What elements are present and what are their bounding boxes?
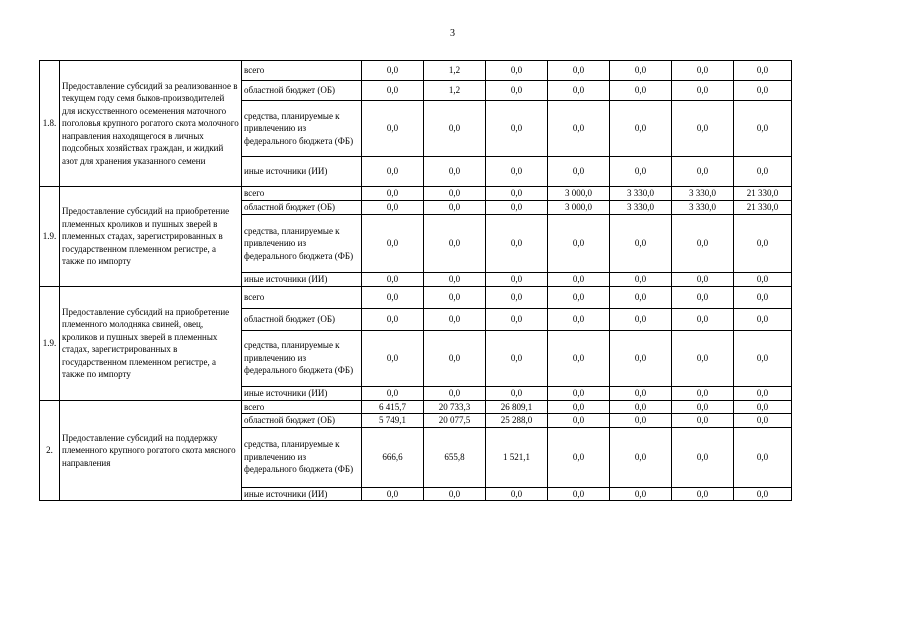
amount-cell: 0,0 xyxy=(486,81,548,101)
funding-source-label: средства, планируемые к привлечению из федерального бюджета (ФБ) xyxy=(242,427,362,487)
amount-cell: 0,0 xyxy=(362,286,424,308)
amount-cell: 0,0 xyxy=(424,386,486,400)
amount-cell: 0,0 xyxy=(610,273,672,287)
amount-cell: 0,0 xyxy=(362,386,424,400)
amount-cell: 0,0 xyxy=(424,308,486,330)
amount-cell: 0,0 xyxy=(548,330,610,386)
item-number: 1.8. xyxy=(40,61,60,187)
amount-cell: 3 000,0 xyxy=(548,201,610,215)
amount-cell: 0,0 xyxy=(734,273,792,287)
funding-source-label: областной бюджет (ОБ) xyxy=(242,201,362,215)
amount-cell: 0,0 xyxy=(610,330,672,386)
amount-cell: 0,0 xyxy=(548,101,610,157)
funding-source-label: иные источники (ИИ) xyxy=(242,273,362,287)
funding-source-label: областной бюджет (ОБ) xyxy=(242,81,362,101)
amount-cell: 0,0 xyxy=(362,201,424,215)
amount-cell: 666,6 xyxy=(362,427,424,487)
funding-source-label: средства, планируемые к привлечению из федерального бюджета (ФБ) xyxy=(242,215,362,273)
amount-cell: 0,0 xyxy=(548,273,610,287)
amount-cell: 0,0 xyxy=(610,61,672,81)
amount-cell: 3 000,0 xyxy=(548,187,610,201)
funding-table xyxy=(39,60,792,501)
funding-source-label: средства, планируемые к привлечению из федерального бюджета (ФБ) xyxy=(242,330,362,386)
amount-cell: 0,0 xyxy=(610,414,672,428)
amount-cell: 0,0 xyxy=(548,157,610,187)
funding-source-label: всего xyxy=(242,286,362,308)
amount-cell: 0,0 xyxy=(486,386,548,400)
amount-cell: 0,0 xyxy=(610,427,672,487)
amount-cell: 0,0 xyxy=(610,157,672,187)
amount-cell: 20 733,3 xyxy=(424,400,486,414)
amount-cell: 3 330,0 xyxy=(672,201,734,215)
amount-cell: 0,0 xyxy=(672,157,734,187)
page-number: 3 xyxy=(450,28,455,39)
amount-cell: 1,2 xyxy=(424,81,486,101)
amount-cell: 0,0 xyxy=(672,101,734,157)
amount-cell: 0,0 xyxy=(548,386,610,400)
amount-cell: 655,8 xyxy=(424,427,486,487)
table-row xyxy=(40,61,792,81)
item-description: Предоставление субсидий на приобретение племенного молодняка свиней, овец, кроликов и пушных зверей в племенных стадах, зарегистрированных в государственном племенном регистре, а также по импорту xyxy=(60,286,242,400)
amount-cell: 0,0 xyxy=(486,330,548,386)
funding-source-label: всего xyxy=(242,187,362,201)
amount-cell: 0,0 xyxy=(362,273,424,287)
amount-cell: 0,0 xyxy=(548,308,610,330)
amount-cell: 0,0 xyxy=(362,487,424,501)
amount-cell: 0,0 xyxy=(734,215,792,273)
amount-cell: 0,0 xyxy=(424,330,486,386)
amount-cell: 0,0 xyxy=(362,330,424,386)
funding-source-label: областной бюджет (ОБ) xyxy=(242,308,362,330)
amount-cell: 21 330,0 xyxy=(734,187,792,201)
amount-cell: 0,0 xyxy=(734,427,792,487)
amount-cell: 0,0 xyxy=(610,386,672,400)
amount-cell: 6 415,7 xyxy=(362,400,424,414)
amount-cell: 0,0 xyxy=(486,157,548,187)
amount-cell: 1 521,1 xyxy=(486,427,548,487)
amount-cell: 0,0 xyxy=(362,308,424,330)
amount-cell: 0,0 xyxy=(734,487,792,501)
amount-cell: 0,0 xyxy=(610,308,672,330)
amount-cell: 0,0 xyxy=(734,101,792,157)
amount-cell: 0,0 xyxy=(362,81,424,101)
amount-cell: 0,0 xyxy=(672,427,734,487)
amount-cell: 0,0 xyxy=(734,330,792,386)
amount-cell: 0,0 xyxy=(734,414,792,428)
table-row xyxy=(40,400,792,414)
funding-source-label: иные источники (ИИ) xyxy=(242,157,362,187)
amount-cell: 0,0 xyxy=(424,101,486,157)
amount-cell: 0,0 xyxy=(486,101,548,157)
amount-cell: 0,0 xyxy=(672,81,734,101)
funding-source-label: иные источники (ИИ) xyxy=(242,386,362,400)
funding-source-label: иные источники (ИИ) xyxy=(242,487,362,501)
item-description: Предоставление субсидий за реализованное в текущем году семя быков-производителей для искусственного осеменения маточного поголовья крупного рогатого скота молочного направления находящегося в личных подсобных хозяйствах граждан, и жидкий азот для хранения указанного семени xyxy=(60,61,242,187)
amount-cell: 0,0 xyxy=(610,487,672,501)
amount-cell: 0,0 xyxy=(548,215,610,273)
amount-cell: 0,0 xyxy=(734,308,792,330)
amount-cell: 0,0 xyxy=(424,215,486,273)
amount-cell: 5 749,1 xyxy=(362,414,424,428)
amount-cell: 0,0 xyxy=(362,61,424,81)
amount-cell: 0,0 xyxy=(424,187,486,201)
amount-cell: 0,0 xyxy=(734,400,792,414)
item-number: 2. xyxy=(40,400,60,501)
amount-cell: 0,0 xyxy=(610,286,672,308)
amount-cell: 0,0 xyxy=(672,414,734,428)
item-number: 1.9. xyxy=(40,286,60,400)
item-number: 1.9. xyxy=(40,187,60,287)
amount-cell: 21 330,0 xyxy=(734,201,792,215)
funding-source-label: всего xyxy=(242,400,362,414)
item-description: Предоставление субсидий на поддержку племенного крупного рогатого скота мясного направления xyxy=(60,400,242,501)
amount-cell: 0,0 xyxy=(672,330,734,386)
amount-cell: 0,0 xyxy=(548,61,610,81)
table-row xyxy=(40,187,792,201)
amount-cell: 0,0 xyxy=(672,61,734,81)
amount-cell: 0,0 xyxy=(672,386,734,400)
amount-cell: 0,0 xyxy=(362,187,424,201)
amount-cell: 0,0 xyxy=(548,487,610,501)
amount-cell: 0,0 xyxy=(610,81,672,101)
amount-cell: 0,0 xyxy=(734,81,792,101)
amount-cell: 0,0 xyxy=(362,157,424,187)
amount-cell: 0,0 xyxy=(424,286,486,308)
funding-source-label: средства, планируемые к привлечению из федерального бюджета (ФБ) xyxy=(242,101,362,157)
amount-cell: 0,0 xyxy=(672,273,734,287)
amount-cell: 1,2 xyxy=(424,61,486,81)
amount-cell: 0,0 xyxy=(610,215,672,273)
amount-cell: 0,0 xyxy=(548,414,610,428)
amount-cell: 0,0 xyxy=(424,273,486,287)
amount-cell: 25 288,0 xyxy=(486,414,548,428)
funding-source-label: областной бюджет (ОБ) xyxy=(242,414,362,428)
amount-cell: 0,0 xyxy=(486,273,548,287)
amount-cell: 0,0 xyxy=(734,286,792,308)
amount-cell: 0,0 xyxy=(486,308,548,330)
amount-cell: 0,0 xyxy=(672,308,734,330)
amount-cell: 0,0 xyxy=(672,487,734,501)
amount-cell: 0,0 xyxy=(734,386,792,400)
amount-cell: 0,0 xyxy=(734,157,792,187)
amount-cell: 0,0 xyxy=(548,400,610,414)
amount-cell: 0,0 xyxy=(362,215,424,273)
amount-cell: 0,0 xyxy=(548,427,610,487)
amount-cell: 0,0 xyxy=(486,215,548,273)
amount-cell: 0,0 xyxy=(672,286,734,308)
amount-cell: 0,0 xyxy=(548,81,610,101)
amount-cell: 0,0 xyxy=(672,215,734,273)
amount-cell: 0,0 xyxy=(486,187,548,201)
amount-cell: 0,0 xyxy=(548,286,610,308)
amount-cell: 0,0 xyxy=(424,201,486,215)
amount-cell: 0,0 xyxy=(734,61,792,81)
table-row xyxy=(40,286,792,308)
amount-cell: 0,0 xyxy=(610,400,672,414)
amount-cell: 3 330,0 xyxy=(610,187,672,201)
amount-cell: 0,0 xyxy=(424,487,486,501)
amount-cell: 26 809,1 xyxy=(486,400,548,414)
amount-cell: 0,0 xyxy=(486,487,548,501)
amount-cell: 0,0 xyxy=(486,286,548,308)
amount-cell: 0,0 xyxy=(362,101,424,157)
item-description: Предоставление субсидий на приобретение племенных кроликов и пушных зверей в племенных стадах, зарегистрированных в государственном племенном регистре, а также по импорту xyxy=(60,187,242,287)
amount-cell: 20 077,5 xyxy=(424,414,486,428)
amount-cell: 0,0 xyxy=(424,157,486,187)
amount-cell: 0,0 xyxy=(486,201,548,215)
amount-cell: 0,0 xyxy=(672,400,734,414)
amount-cell: 0,0 xyxy=(486,61,548,81)
funding-source-label: всего xyxy=(242,61,362,81)
amount-cell: 3 330,0 xyxy=(610,201,672,215)
amount-cell: 3 330,0 xyxy=(672,187,734,201)
amount-cell: 0,0 xyxy=(610,101,672,157)
